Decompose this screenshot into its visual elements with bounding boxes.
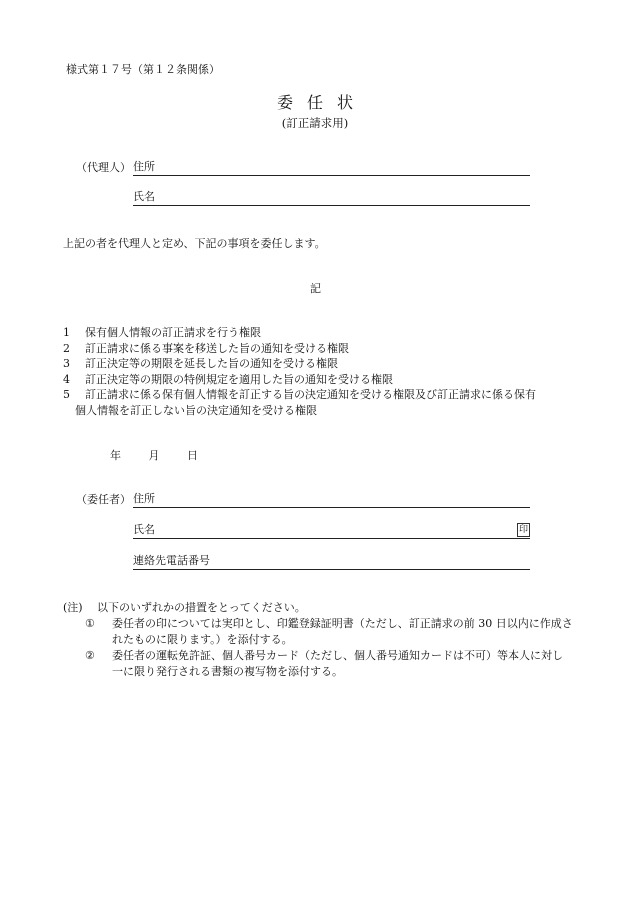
date-month-label: 月 bbox=[148, 449, 160, 462]
list-item-number: 5 bbox=[63, 388, 70, 401]
delegation-statement: 上記の者を代理人と定め、下記の事項を委任します。 bbox=[63, 237, 326, 250]
notes-mark: (注) bbox=[63, 601, 83, 614]
principal-address-label: 住所 bbox=[133, 491, 155, 505]
date-line[interactable] bbox=[110, 449, 222, 463]
agent-address-label: 住所 bbox=[133, 159, 155, 173]
list-item bbox=[63, 325, 573, 341]
list-item-text: 訂正決定等の期限の特例規定を適用した旨の通知を受ける権限 bbox=[85, 372, 393, 386]
note-item-number: ② bbox=[85, 649, 95, 662]
list-item-body bbox=[75, 387, 573, 418]
principal-name-field[interactable] bbox=[133, 523, 530, 539]
list-item-number: 4 bbox=[63, 372, 70, 386]
note-item-text: 委任者の印については実印とし、印鑑登録証明書（ただし、訂正請求の前 30 日以内に作成されたものに限ります。）を添付する。 bbox=[112, 617, 573, 646]
agent-name-label: 氏名 bbox=[133, 189, 155, 203]
seal-mark: 印 bbox=[518, 525, 528, 535]
principal-address-field[interactable] bbox=[133, 492, 530, 508]
notes-intro: 以下のいずれかの措置をとってください。 bbox=[97, 601, 306, 614]
agent-role-label: （代理人） bbox=[76, 161, 131, 174]
note-item-text: 委任者の運転免許証、個人番号カード（ただし、個人番号通知カードは不可）等本人に対し一に限り発行される書類の複写物を添付する。 bbox=[112, 649, 563, 678]
note-item bbox=[85, 616, 573, 648]
list-item-number: 1 bbox=[63, 326, 70, 339]
principal-name-label: 氏名 bbox=[133, 522, 155, 536]
list-item-text: 訂正請求に係る事案を移送した旨の通知を受ける権限 bbox=[85, 341, 349, 355]
list-item bbox=[63, 387, 573, 418]
authority-list bbox=[63, 325, 573, 418]
list-item-text: 訂正決定等の期限を延長した旨の通知を受ける権限 bbox=[85, 357, 338, 370]
document-title: 委任状 bbox=[276, 93, 367, 112]
list-item bbox=[63, 341, 573, 357]
list-item bbox=[63, 372, 573, 388]
notes-section bbox=[63, 600, 573, 680]
list-item-text: 訂正請求に係る保有個人情報を訂正する旨の決定通知を受ける権限及び訂正請求に係る保有 bbox=[85, 388, 536, 401]
note-item bbox=[85, 648, 573, 680]
note-item-number: ① bbox=[85, 617, 95, 630]
principal-phone-label: 連絡先電話番号 bbox=[133, 553, 210, 567]
date-year-label: 年 bbox=[110, 449, 121, 462]
list-item-number: 3 bbox=[63, 357, 70, 370]
date-day-label: 日 bbox=[187, 449, 198, 462]
ki-label: 記 bbox=[310, 282, 321, 295]
list-item-text: 保有個人情報の訂正請求を行う権限 bbox=[85, 326, 261, 339]
principal-phone-field[interactable] bbox=[133, 554, 530, 570]
list-item bbox=[63, 356, 573, 372]
agent-address-field[interactable] bbox=[133, 160, 530, 176]
list-item-number: 2 bbox=[63, 341, 70, 355]
agent-name-field[interactable] bbox=[133, 190, 530, 206]
list-item-continuation: 個人情報を訂正しない旨の決定通知を受ける権限 bbox=[75, 403, 317, 417]
form-number: 様式第１７号（第１２条関係） bbox=[66, 63, 220, 76]
principal-role-label: （委任者） bbox=[76, 493, 131, 506]
document-subtitle: (訂正請求用) bbox=[281, 116, 349, 130]
